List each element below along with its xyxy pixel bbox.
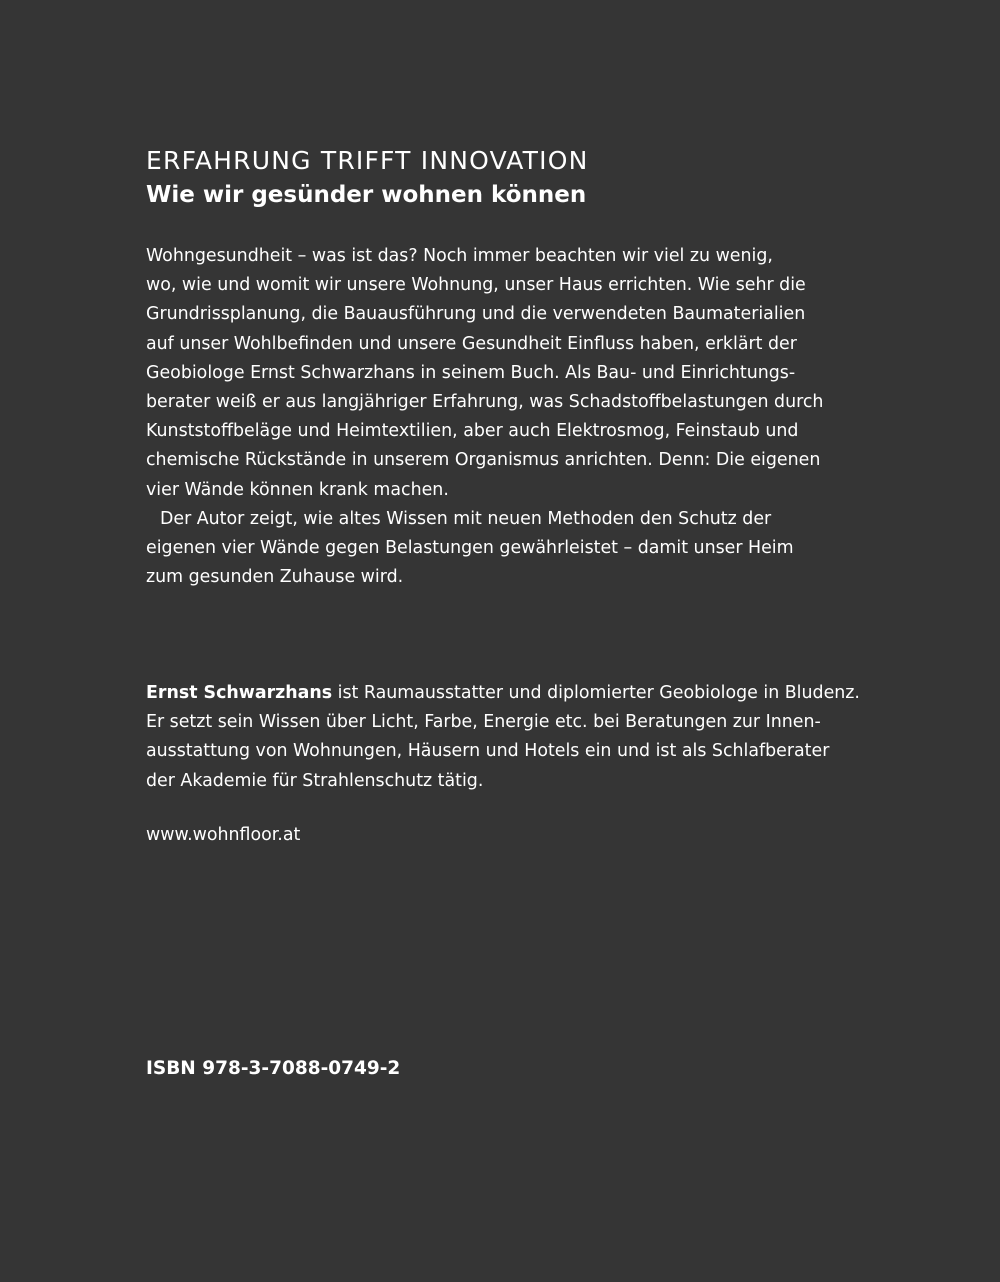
author-bio-line: ausstattung von Wohnungen, Häusern und Hotels ein und ist als Schlafberater	[146, 741, 830, 762]
author-bio-line	[146, 679, 886, 708]
description-line: wo, wie und womit wir unsere Wohnung, unser Haus errichten. Wie sehr die	[146, 275, 806, 296]
subheadline: Wie wir gesünder wohnen können	[146, 182, 587, 208]
book-description	[146, 242, 886, 592]
description-line: zum gesunden Zuhause wird.	[146, 567, 404, 588]
isbn: ISBN 978-3-7088-0749-2	[146, 1058, 401, 1079]
headline: ERFAHRUNG TRIFFT INNOVATION	[146, 146, 589, 175]
description-line: Kunststoffbeläge und Heimtextilien, aber auch Elektrosmog, Feinstaub und	[146, 421, 799, 442]
description-line: Wohngesundheit – was ist das? Noch immer beachten wir viel zu wenig,	[146, 246, 773, 266]
author-bio-line: Er setzt sein Wissen über Licht, Farbe, Energie etc. bei Beratungen zur Innen-	[146, 712, 821, 733]
description-line: Der Autor zeigt, wie altes Wissen mit neuen Methoden den Schutz der	[160, 508, 772, 529]
description-line: berater weiß er aus langjähriger Erfahrung, was Schadstoffbelastungen durch	[146, 391, 824, 412]
description-line: Grundrissplanung, die Bauausführung und die verwendeten Baumaterialien	[146, 304, 806, 325]
author-bio-line: der Akademie für Strahlenschutz tätig.	[146, 770, 484, 791]
description-line: vier Wände können krank machen.	[146, 479, 449, 500]
description-line: chemische Rückstände in unserem Organismus anrichten. Denn: Die eigenen	[146, 450, 821, 471]
author-bio-text: ist Raumausstatter und diplomierter Geobiologe in Bludenz.	[332, 683, 860, 703]
author-bio	[146, 679, 886, 796]
description-line: eigenen vier Wände gegen Belastungen gewährleistet – damit unser Heim	[146, 537, 794, 558]
description-line: auf unser Wohlbefinden und unsere Gesundheit Einfluss haben, erklärt der	[146, 333, 797, 354]
description-line: Geobiologe Ernst Schwarzhans in seinem Buch. Als Bau- und Einrichtungs-	[146, 362, 796, 383]
website-link[interactable]: www.wohnfloor.at	[146, 825, 301, 845]
author-name: Ernst Schwarzhans	[146, 683, 333, 703]
